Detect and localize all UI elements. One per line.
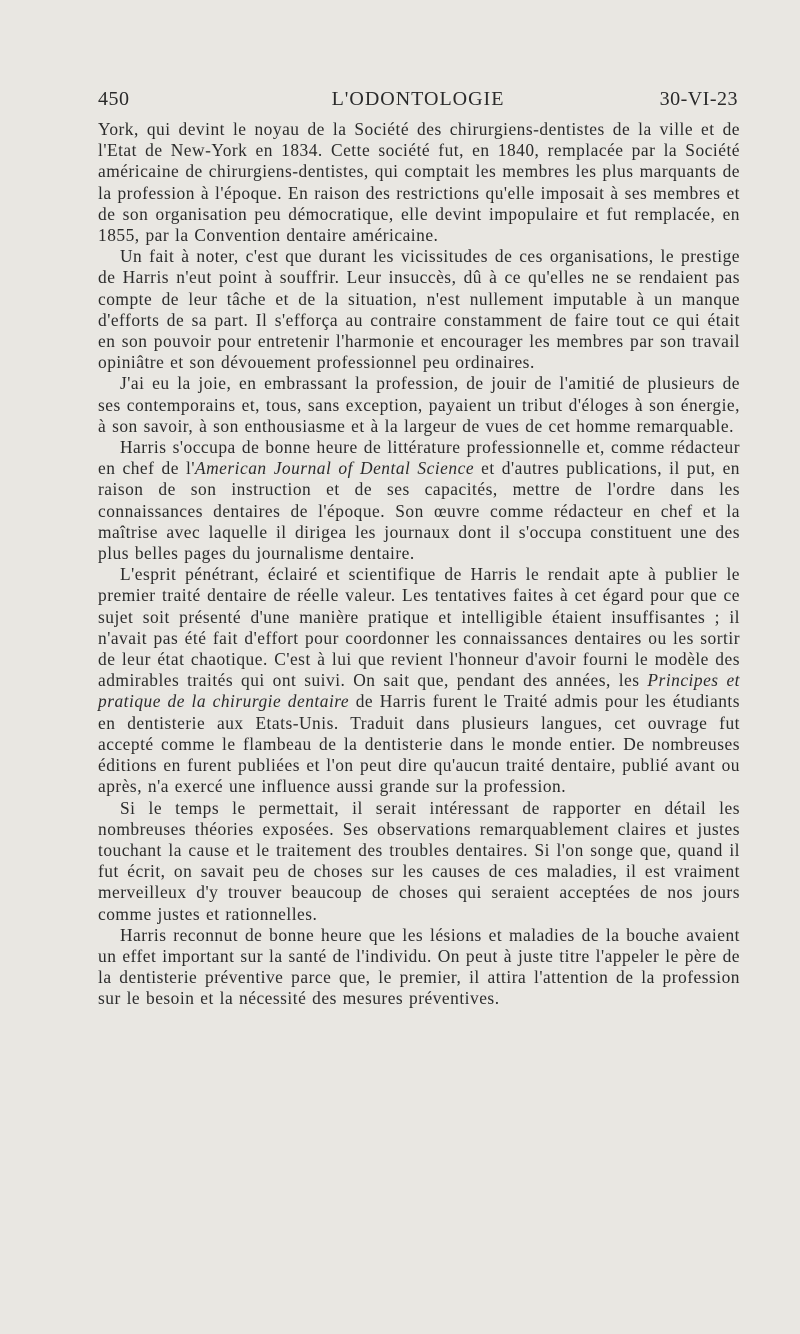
- running-header: [98, 88, 738, 118]
- paragraph-2: Un fait à noter, c'est que durant les vicissitudes de ces organisations, le prestige de Harris n'eut point à souffrir. Leur insuccès, dû à ce qu'elles ne se rendaient pas compte de leur tâche et de la situation, n'est nullement imputable à un manque d'efforts de sa part. Il s'efforça au contraire constamment de faire tout ce qui était en son pouvoir pour entretenir l'harmonie et encourager les membres par son travail opiniâtre et son dévouement professionnel peu ordinaires.: [98, 246, 740, 373]
- book-title-italic: Principes et pratique de la chirurgie dentaire: [98, 670, 740, 712]
- paragraph-4: Harris s'occupa de bonne heure de littérature professionnelle et, comme rédacteur en chef de l'American Journal of Dental Science et d'autres publications, il put, en raison de son instruction et de ses capacités, mettre de l'ordre dans les connaissances dentaires de l'époque. Son œuvre comme rédacteur en chef et la maîtrise avec laquelle il dirigea les journaux dont il s'occupa constituent une des plus belles pages du journalisme dentaire.: [98, 437, 741, 564]
- paragraph-5: L'esprit pénétrant, éclairé et scientifique de Harris le rendait apte à publier le premier traité dentaire de réelle valeur. Les tentatives faites à cet égard pour que ce sujet soit présenté d'une manière pratique et intelligible étaient insuffisantes ; il n'avait pas été fait d'effort pour coordonner les connaissances dentaires ou les sortir de leur état chaotique. C'est à lui que revient l'honneur d'avoir fourni le modèle des admirables traités qui ont suivi. On sait que, pendant des années, les Principes et pratique de la chirurgie dentaire de Harris furent le Traité admis pour les étudiants en dentisterie aux Etats-Unis. Traduit dans plusieurs langues, cet ouvrage fut accepté comme le flambeau de la dentisterie dans le monde entier. De nombreuses éditions en furent publiées et l'on peut dire qu'aucun traité dentaire, publié avant ou après, n'a exercé une influence aussi grande sur la profession.: [98, 564, 740, 797]
- paragraph-6: Si le temps le permettait, il serait intéressant de rapporter en détail les nombreuses théories exposées. Ses observations remarquablement claires et justes touchant la cause et le traitement des troubles dentaires. Si l'on songe que, quand il fut écrit, on savait peu de choses sur les causes de ces maladies, il est vraiment merveilleux d'y trouver beaucoup de choses qui seraient acceptées de nos jours comme justes et rationnelles.: [98, 797, 740, 924]
- article-body: [98, 119, 740, 1010]
- journal-name-italic: American Journal of Dental Science: [195, 458, 475, 479]
- paragraph-1: York, qui devint le noyau de la Société des chirurgiens-dentistes de la ville et de l'Etat de New-York en 1834. Cette société fut, en 1840, remplacée par la Société américaine de chirurgiens-dentistes, qui comptait les membres les plus marquants de la profession à l'époque. En raison des restrictions qu'elle imposait à ses membres et de son organisation peu démocratique, elle devint impopulaire et fut remplacée, en 1855, par la Convention dentaire américaine.: [98, 119, 740, 246]
- journal-title: L'ODONTOLOGIE: [331, 88, 505, 110]
- paragraph-7: Harris reconnut de bonne heure que les lésions et maladies de la bouche avaient un effet important sur la santé de l'individu. On peut à juste titre l'appeler le père de la dentisterie préventive parce que, le premier, il attira l'attention de la profession sur le besoin et la nécessité des mesures préventives.: [98, 924, 740, 1009]
- page-number: 450: [98, 88, 130, 110]
- paragraph-3: J'ai eu la joie, en embrassant la profession, de jouir de l'amitié de plusieurs de ses contemporains et, tous, sans exception, payaient un tribut d'éloges à son énergie, à son savoir, à son enthousiasme et à la largeur de vues de cet homme remarquable.: [98, 373, 740, 436]
- issue-date: 30-VI-23: [659, 88, 738, 110]
